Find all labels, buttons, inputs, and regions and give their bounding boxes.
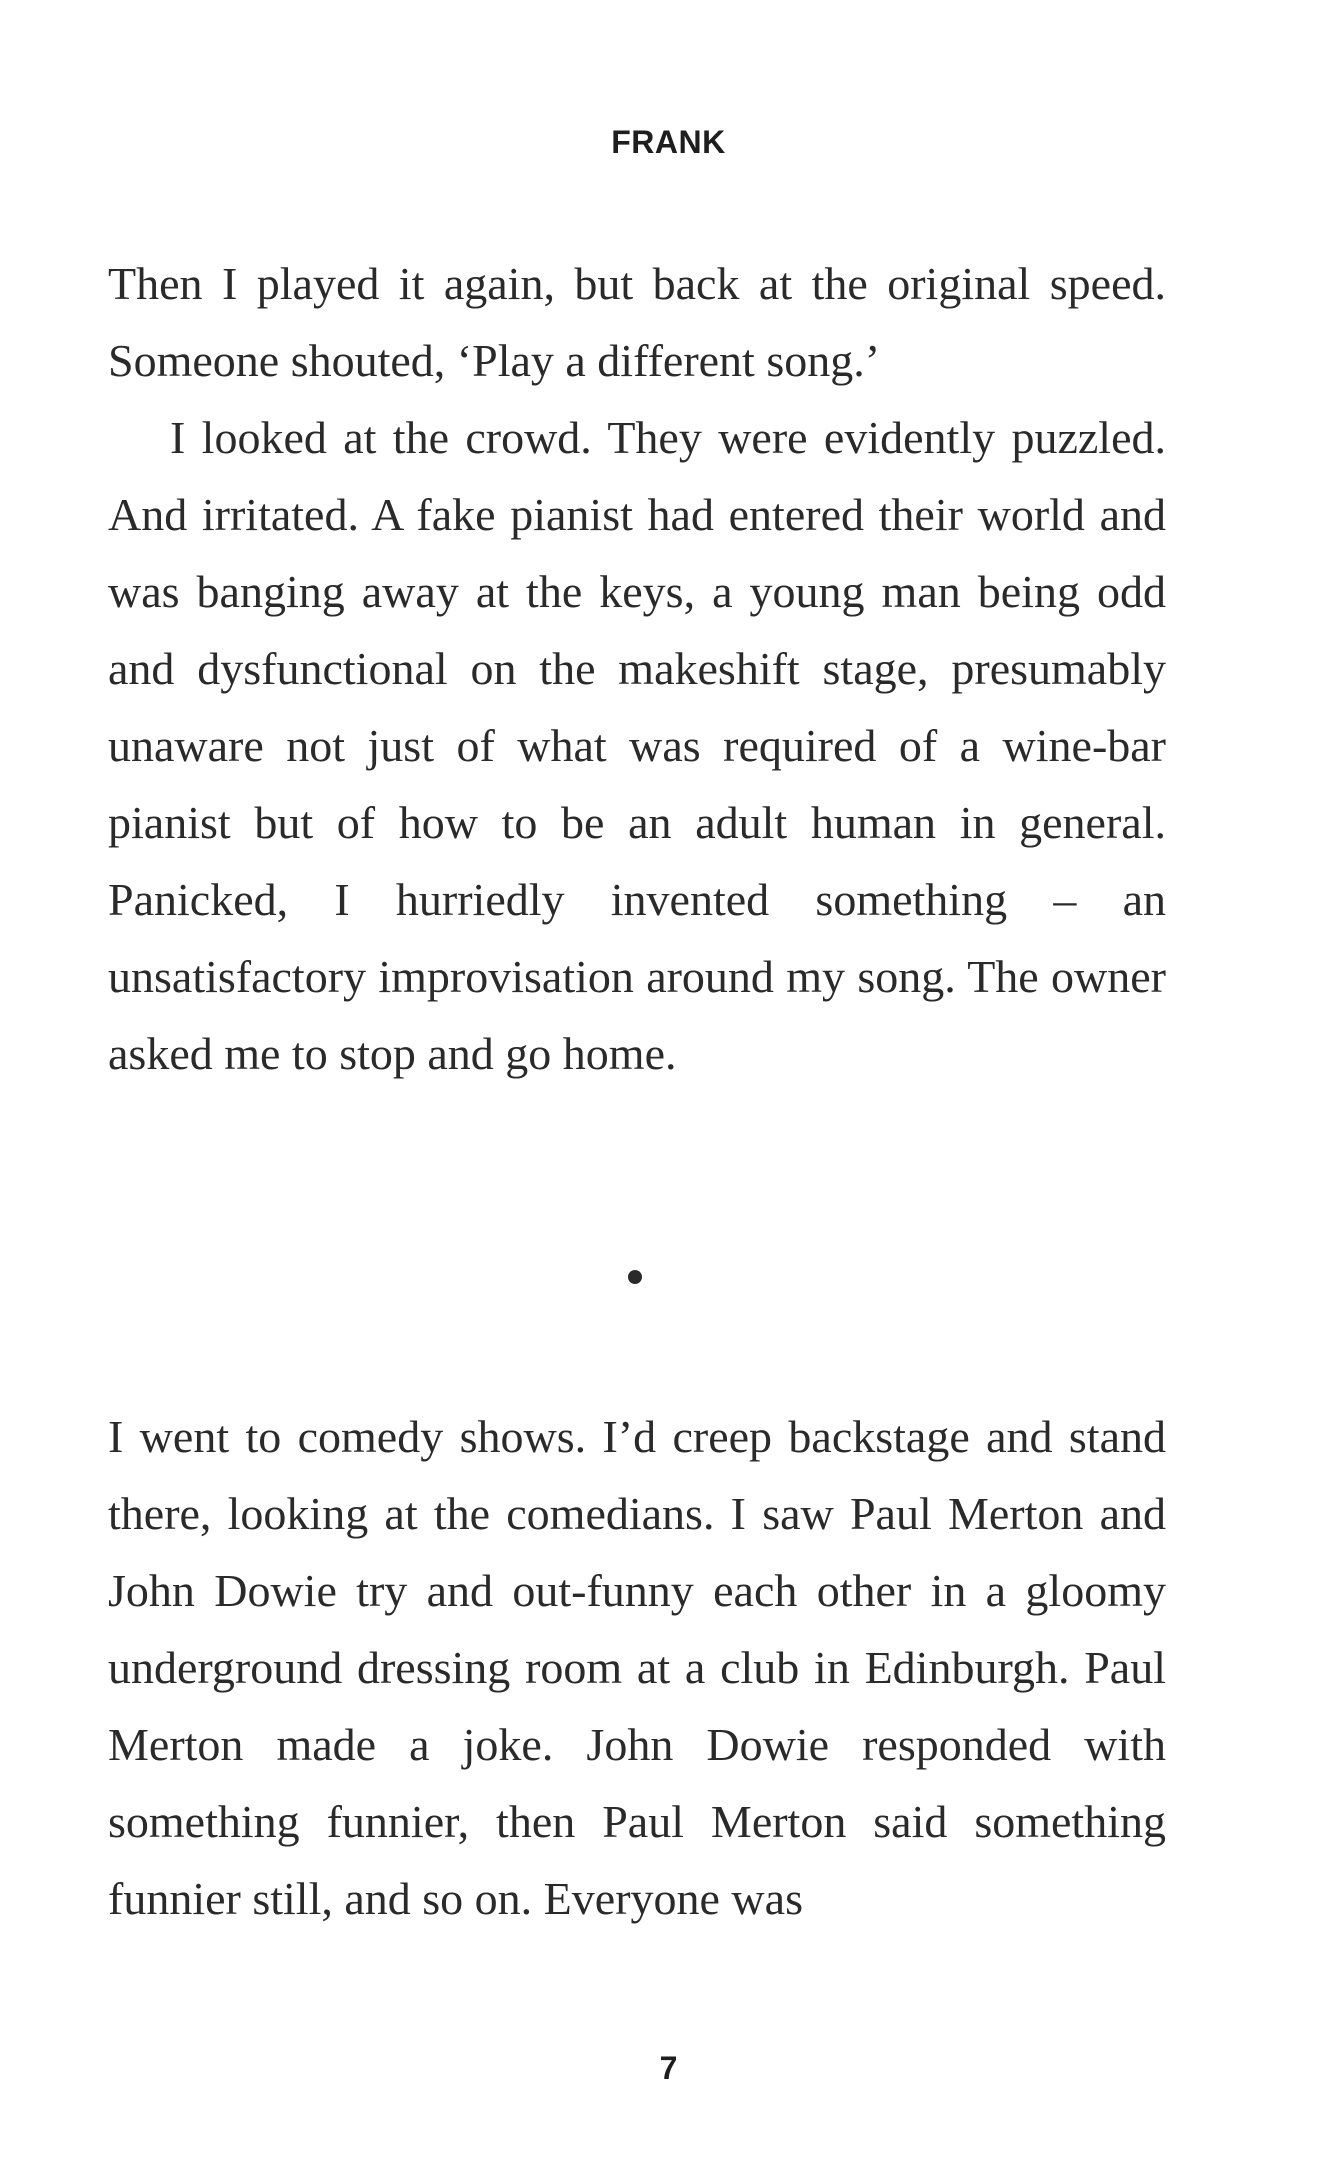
text-block-1 [108, 245, 1166, 1092]
section-break-dot [628, 1270, 642, 1284]
page-number: 7 [659, 2050, 678, 2086]
paragraph: I went to comedy shows. I’d creep backstage and stand there, looking at the comedians. I saw Paul Merton and John Dowie try and out-funny each other in a gloomy underground dressing room at a club in Edinburgh. Paul Merton made a joke. John Dowie responded with something funnier, then Paul Merton said something funnier still, and so on. Everyone was [108, 1411, 1166, 1924]
text-block-2 [108, 1398, 1166, 1937]
paragraph: I looked at the crowd. They were evidently puzzled. And irritated. A fake pianist had entered their world and was banging away at the keys, a young man being odd and dysfunctional on the makeshift stage, presumably unaware not just of what was required of a wine-bar pianist but of how to be an adult human in general. Panicked, I hurriedly invented something – an unsatisfactory improvisation around my song. The owner asked me to stop and go home. [108, 412, 1166, 1079]
paragraph: Then I played it again, but back at the original speed. Someone shouted, ‘Play a different song.’ [108, 258, 1166, 386]
running-head: FRANK [611, 124, 726, 160]
